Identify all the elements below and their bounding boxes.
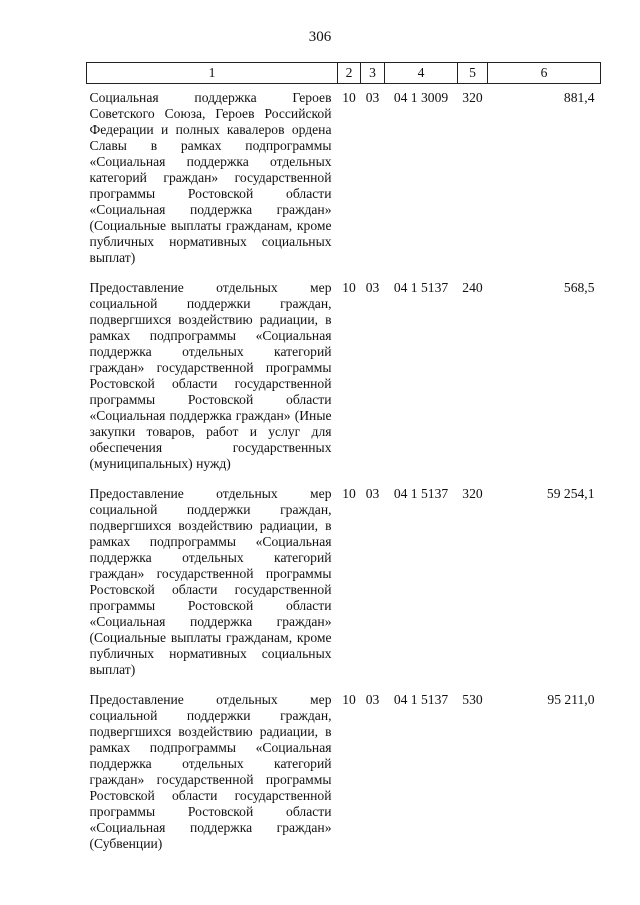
- column-header-3: 3: [361, 63, 385, 84]
- row-section-code: 10: [342, 280, 356, 295]
- table-row: [87, 480, 601, 686]
- table-row: [87, 686, 601, 860]
- column-header-6: 6: [488, 63, 601, 84]
- row-expense-type: 530: [462, 692, 483, 707]
- row-amount: 95 211,0: [547, 692, 595, 707]
- column-header-2: 2: [338, 63, 361, 84]
- row-target-code: 04 1 5137: [393, 692, 449, 707]
- table-row: [87, 84, 601, 275]
- row-description: Социальная поддержка Героев Советского Союза, Героев Российской Федерации и полных кавалеров ордена Славы в рамках подпрограммы «Социальная поддержка отдельных категорий граждан» государственной программы Ростовской области «Социальная поддержка граждан» (Социальные выплаты гражданам, кроме публичных нормативных социальных выплат): [89, 90, 332, 265]
- table-header-row: [87, 63, 601, 84]
- row-expense-type: 240: [462, 280, 483, 295]
- row-section-code: 10: [342, 486, 356, 501]
- budget-table: [86, 62, 601, 860]
- table-row: [87, 274, 601, 480]
- row-subsection-code: 03: [365, 280, 380, 295]
- row-description: Предоставление отдельных мер социальной поддержки граждан, подвергшихся воздействию радиации, в рамках подпрограммы «Социальная поддержка отдельных категорий граждан» государственной программы Ростовской области государственной программы Ростовской области «Социальная поддержка граждан» (Социальные выплаты гражданам, кроме публичных нормативных социальных выплат): [89, 486, 332, 677]
- row-description: Предоставление отдельных мер социальной поддержки граждан, подвергшихся воздействию радиации, в рамках подпрограммы «Социальная поддержка отдельных категорий граждан» государственной программы Ростовской области государственной программы Ростовской области «Социальная поддержка граждан» (Иные закупки товаров, работ и услуг для обеспечения государственных (муниципальных) нужд): [89, 280, 332, 471]
- row-target-code: 04 1 5137: [393, 280, 449, 295]
- page-number: 306: [308, 29, 332, 45]
- row-subsection-code: 03: [365, 486, 380, 501]
- row-amount: 881,4: [563, 90, 595, 105]
- row-target-code: 04 1 5137: [393, 486, 449, 501]
- column-header-1: 1: [87, 63, 338, 84]
- row-target-code: 04 1 3009: [393, 90, 449, 105]
- row-amount: 59 254,1: [546, 486, 595, 501]
- row-amount: 568,5: [563, 280, 595, 295]
- row-expense-type: 320: [462, 486, 483, 501]
- column-header-4: 4: [385, 63, 458, 84]
- row-description: Предоставление отдельных мер социальной поддержки граждан, подвергшихся воздействию радиации, в рамках подпрограммы «Социальная поддержка отдельных категорий граждан» государственной программы Ростовской области государственной программы Ростовской области «Социальная поддержка граждан» (Субвенции): [89, 692, 332, 851]
- column-header-5: 5: [458, 63, 488, 84]
- row-section-code: 10: [342, 692, 356, 707]
- row-expense-type: 320: [462, 90, 483, 105]
- row-section-code: 10: [342, 90, 356, 105]
- row-subsection-code: 03: [365, 90, 380, 105]
- row-subsection-code: 03: [365, 692, 380, 707]
